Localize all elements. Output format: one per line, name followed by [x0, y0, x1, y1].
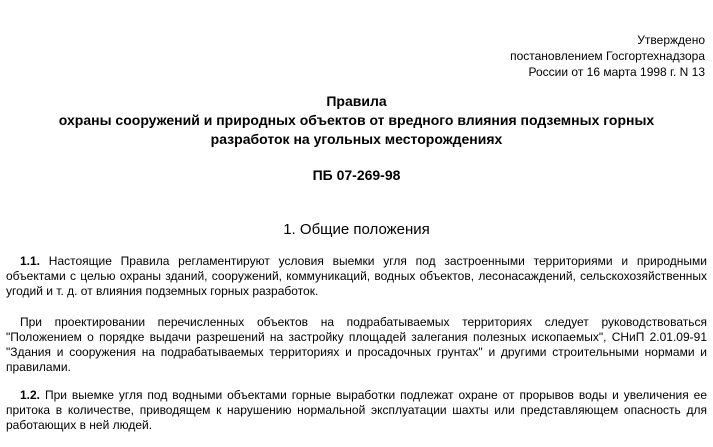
title-line-3: разработок на угольных месторождениях [210, 131, 503, 147]
approval-stamp [510, 32, 705, 80]
approval-line-1: Утверждено [637, 33, 705, 47]
paragraph-1-1 [6, 254, 707, 299]
paragraph-1-2 [6, 388, 707, 433]
title-line-1: Правила [326, 93, 387, 109]
paragraph-text: При выемке угля под водными объектами горные выработки подлежат охране от прорывов воды и увеличения ее притока в количестве, приводящем к нарушению нормальной эксплуатации шахты или представляющем опасность для работающих в ней людей. [6, 388, 707, 432]
document-title [8, 92, 705, 149]
approval-line-2: постановлением Госгортехнадзора [510, 49, 705, 63]
section-heading: 1. Общие положения [283, 221, 430, 238]
paragraph-number: 1.2. [20, 388, 41, 402]
approval-line-3: России от 16 марта 1998 г. N 13 [528, 65, 705, 79]
paragraph-number: 1.1. [20, 254, 41, 268]
title-line-2: охраны сооружений и природных объектов от вредного влияния подземных горных [58, 112, 655, 128]
paragraph-text: При проектировании перечисленных объектов на подрабатываемых территориях следует руководствоваться "Положением о порядке выдачи разрешений на застройку площадей залегания полезных ископаемых", СНиП 2.01.09-91 "Здания и сооружения на подрабатываемых территориях и просадочных грунтах" и другими строительными нормами и правилами. [6, 315, 707, 374]
paragraph-1-1-continued [6, 315, 707, 375]
document-code: ПБ 07-269-98 [312, 167, 401, 183]
paragraph-text: Настоящие Правила регламентируют условия выемки угля под застроенными территориями и природными объектами с целью охраны зданий, сооружений, коммуникаций, водных объектов, лесонасаждений, сельскохозяйственных угодий и т. д. от влияния подземных горных разработок. [6, 254, 707, 298]
